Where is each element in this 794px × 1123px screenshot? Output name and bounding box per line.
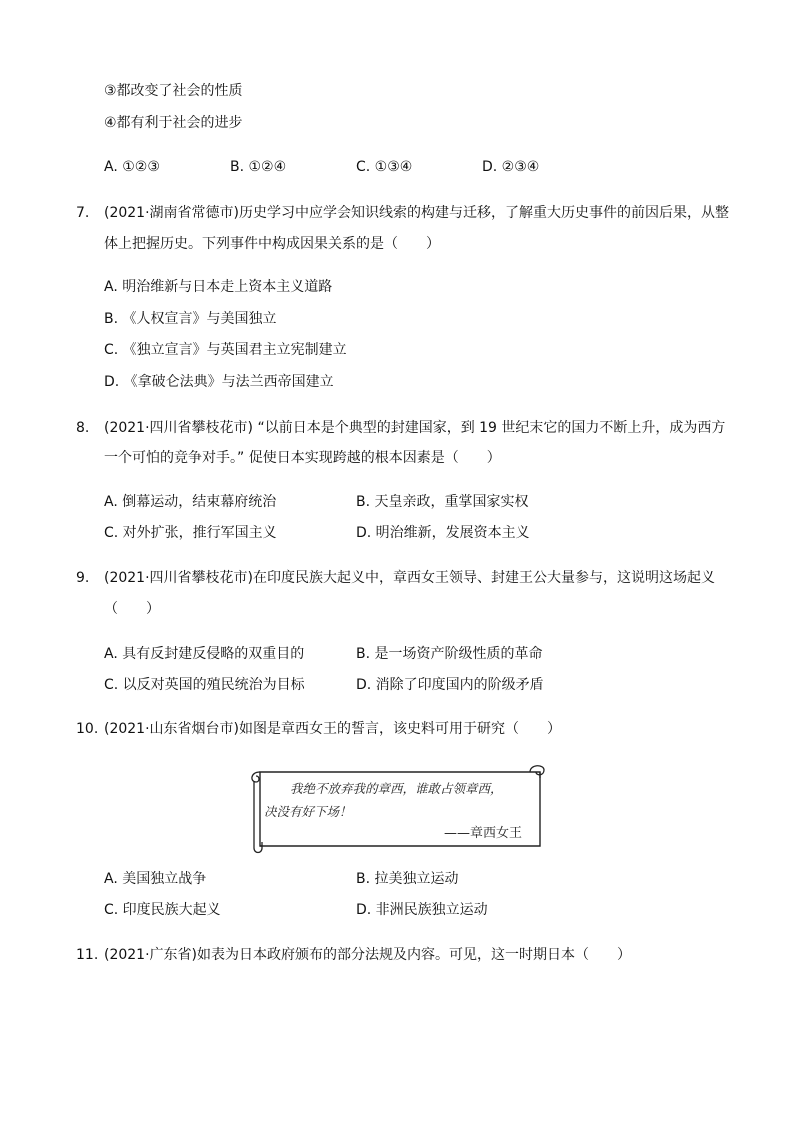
q9-number: 9. — [76, 570, 90, 586]
q9-option-c[interactable]: C. 以反对英国的殖民统治为目标 — [104, 677, 305, 693]
q6-statement-4: ④都有利于社会的进步 — [104, 115, 243, 131]
q10-stem-line1: (2021·山东省烟台市)如图是章西女王的誓言，该史料可用于研究（ ） — [104, 721, 562, 737]
q9-option-d[interactable]: D. 消除了印度国内的阶级矛盾 — [356, 677, 544, 693]
q8-option-c[interactable]: C. 对外扩张，推行军国主义 — [104, 525, 277, 541]
q7-option-d[interactable]: D. 《拿破仑法典》与法兰西帝国建立 — [104, 374, 334, 390]
oath-line-2: 决没有好下场！ — [264, 804, 352, 819]
q7-option-c[interactable]: C. 《独立宣言》与英国君主立宪制建立 — [104, 342, 347, 358]
oath-line-1: 我绝不放弃我的章西，谁敢占领章西， — [290, 781, 503, 796]
q9-stem-line2: （ ） — [104, 601, 160, 617]
q6-option-d[interactable]: D. ②③④ — [482, 159, 540, 175]
q8-option-b[interactable]: B. 天皇亲政，重掌国家实权 — [356, 494, 529, 510]
q9-option-a[interactable]: A. 具有反封建反侵略的双重目的 — [104, 646, 305, 662]
q7-stem-line1: (2021·湖南省常德市)历史学习中应学会知识线索的构建与迁移，了解重大历史事件的前因后果，从整 — [104, 205, 730, 221]
q6-option-b[interactable]: B. ①②④ — [230, 159, 287, 175]
q6-option-c[interactable]: C. ①③④ — [356, 159, 413, 175]
q8-option-d[interactable]: D. 明治维新，发展资本主义 — [356, 525, 530, 541]
q11-stem-line1: (2021·广东省)如表为日本政府颁布的部分法规及内容。可见，这一时期日本（ ） — [104, 947, 632, 963]
q8-option-a[interactable]: A. 倒幕运动，结束幕府统治 — [104, 494, 277, 510]
q10-option-a[interactable]: A. 美国独立战争 — [104, 871, 207, 887]
q8-number: 8. — [76, 420, 90, 436]
q11-number: 11. — [76, 947, 99, 963]
q9-stem-line1: (2021·四川省攀枝花市)在印度民族大起义中，章西女王领导、封建王公大量参与，这说明这场起义 — [104, 570, 716, 586]
queen-oath-scroll-image — [248, 762, 546, 856]
q7-option-b[interactable]: B. 《人权宣言》与美国独立 — [104, 311, 277, 327]
q8-stem-line1: (2021·四川省攀枝花市) “以前日本是个典型的封建国家，到 19 世纪末它的国力不断上升，成为西方 — [104, 420, 726, 436]
q7-number: 7. — [76, 205, 90, 221]
q10-number: 10. — [76, 721, 99, 737]
q6-option-a[interactable]: A. ①②③ — [104, 159, 160, 175]
q9-option-b[interactable]: B. 是一场资产阶级性质的革命 — [356, 646, 543, 662]
q10-option-c[interactable]: C. 印度民族大起义 — [104, 902, 221, 918]
q10-option-d[interactable]: D. 非洲民族独立运动 — [356, 902, 488, 918]
q7-stem-line2: 体上把握历史。下列事件中构成因果关系的是（ ） — [104, 236, 440, 252]
q7-option-a[interactable]: A. 明治维新与日本走上资本主义道路 — [104, 279, 333, 295]
q8-stem-line2: 一个可怕的竞争对手。” 促使日本实现跨越的根本因素是（ ） — [104, 450, 501, 466]
oath-author: ——章西女王 — [444, 826, 523, 841]
q10-option-b[interactable]: B. 拉美独立运动 — [356, 871, 459, 887]
q6-statement-3: ③都改变了社会的性质 — [104, 83, 243, 99]
